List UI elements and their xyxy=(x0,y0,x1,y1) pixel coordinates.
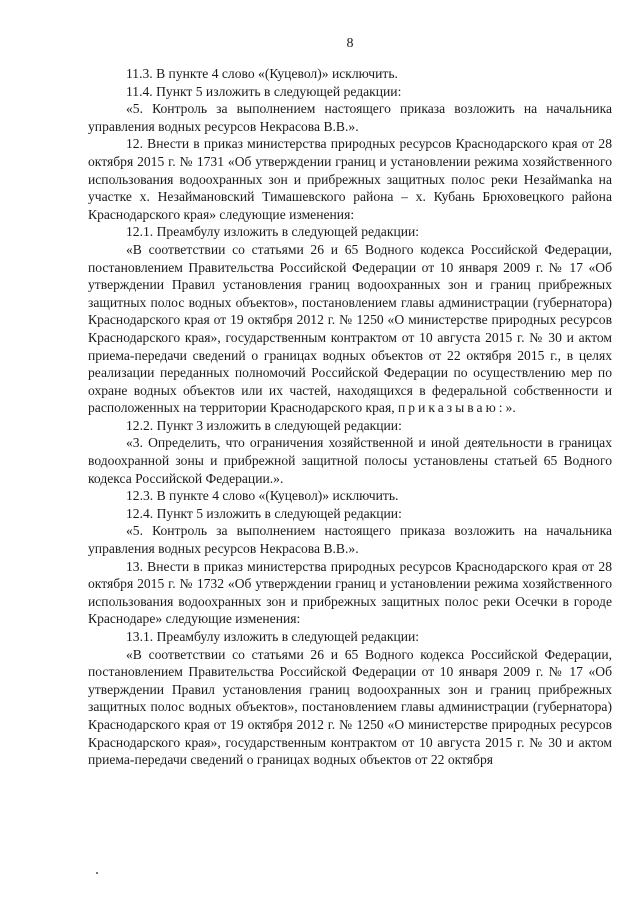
paragraph-12-2-text: «3. Определить, что ограничения хозяйственной и иной деятельности в границах водоохранной зоны и прибрежной защитной полосы установлены статьей 65 Водного кодекса Российской Федерации.». xyxy=(88,435,612,486)
paragraph-13: 13. Внести в приказ министерства природных ресурсов Краснодарского края от 28 октября 2015 г. № 1732 «Об утверждении границ и установлении режима хозяйственного использования водоохранных зон и прибрежных защитных полос реки Осечки в городе Краснодаре» следующие изменения: xyxy=(88,558,612,627)
paragraph-12-2: 12.2. Пункт 3 изложить в следующей редакции: xyxy=(126,417,402,433)
paragraph-11-4: 11.4. Пункт 5 изложить в следующей редакции: xyxy=(126,83,402,99)
paragraph-13-1-preamble: «В соответствии со статьями 26 и 65 Водного кодекса Российской Федерации, постановлением Правительства Российской Федерации от 10 января 2009 г. № 17 «Об утверждении Правил установления границ водоохранных зон и границ прибрежных защитных полос водных объектов», постановлением главы администрации (губернатора) Краснодарского края от 19 октября 2012 г. № 1250 «О министерстве природных ресурсов Краснодарского края», государственным контрактом от 10 августа 2015 г. № 30 и актом приема-передачи сведений о границах водных объектов от 22 октября xyxy=(88,646,612,768)
paragraph-12-4-text: «5. Контроль за выполнением настоящего приказа возложить на начальника управления водных ресурсов Некрасова В.В.». xyxy=(88,523,612,557)
paragraph-11-4-text: «5. Контроль за выполнением настоящего приказа возложить на начальника управления водных ресурсов Некрасова В.В.». xyxy=(88,101,612,134)
paragraph-12: 12. Внести в приказ министерства природных ресурсов Краснодарского края от 28 октября 2015 г. № 1731 «Об утверждении границ и установлении режима хозяйственного использования водоохранных зон и прибрежных защитных полос реки Незаймanka на участке х. Незаймановский Тимашевского района – х. Кубань Брюховецкого района Краснодарского края» следующие изменения: xyxy=(88,136,612,222)
paragraph-12-1-preamble: «В соответствии со статьями 26 и 65 Водного кодекса Российской Федерации, постановлением Правительства Российской Федерации от 10 января 2009 г. № 17 «Об утверждении Правил установления границ водоохранных зон и границ прибрежных защитных полос водных объектов», постановлением главы администрации (губернатора) Краснодарского края от 19 октября 2012 г. № 1250 «О министерстве природных ресурсов Краснодарского края», государственным контрактом от 10 августа 2015 г. № 30 и актом приема-передачи сведений о границах водных объектов от 22 октября 2015 г., в целях реализации переданных полномочий Российской Федерации по осуществлению мер по охране водных объектов или их частей, находящихся в федеральной собственности и расположенных на территории Краснодарского края, приказываю:». xyxy=(88,241,612,416)
order-word: приказываю: xyxy=(398,400,506,416)
scan-artifact xyxy=(96,872,98,874)
page-number: 8 xyxy=(346,36,354,51)
paragraph-12-4: 12.4. Пункт 5 изложить в следующей редакции: xyxy=(126,505,402,521)
document-body xyxy=(88,65,612,769)
preamble-text: «В соответствии со статьями 26 и 65 Водного кодекса Российской Федерации, постановлением Правительства Российской Федерации от 10 января 2009 г. № 17 «Об утверждении Правил установления границ водоохранных зон и границ прибрежных защитных полос водных объектов», постановлением главы администрации (губернатора) Краснодарского края от 19 октября 2012 г. № 1250 «О министерстве природных ресурсов Краснодарского края», государственным контрактом от 10 августа 2015 г. № 30 и актом приема-передачи сведений о границах водных объектов от 22 октября 2015 г., в целях реализации переданных полномочий Российской Федерации по осуществлению мер по охране водных объектов или их частей, находящихся в федеральной собственности и расположенных на территории Краснодарского края, xyxy=(88,241,612,416)
paragraph-12-3: 12.3. В пункте 4 слово «(Куцевол)» исключить. xyxy=(126,488,399,504)
paragraph-12-1: 12.1. Преамбулу изложить в следующей редакции: xyxy=(126,224,420,240)
paragraph-11-3: 11.3. В пункте 4 слово «(Куцевол)» исключить. xyxy=(126,66,398,81)
paragraph-13-1: 13.1. Преамбулу изложить в следующей редакции: xyxy=(126,629,420,644)
